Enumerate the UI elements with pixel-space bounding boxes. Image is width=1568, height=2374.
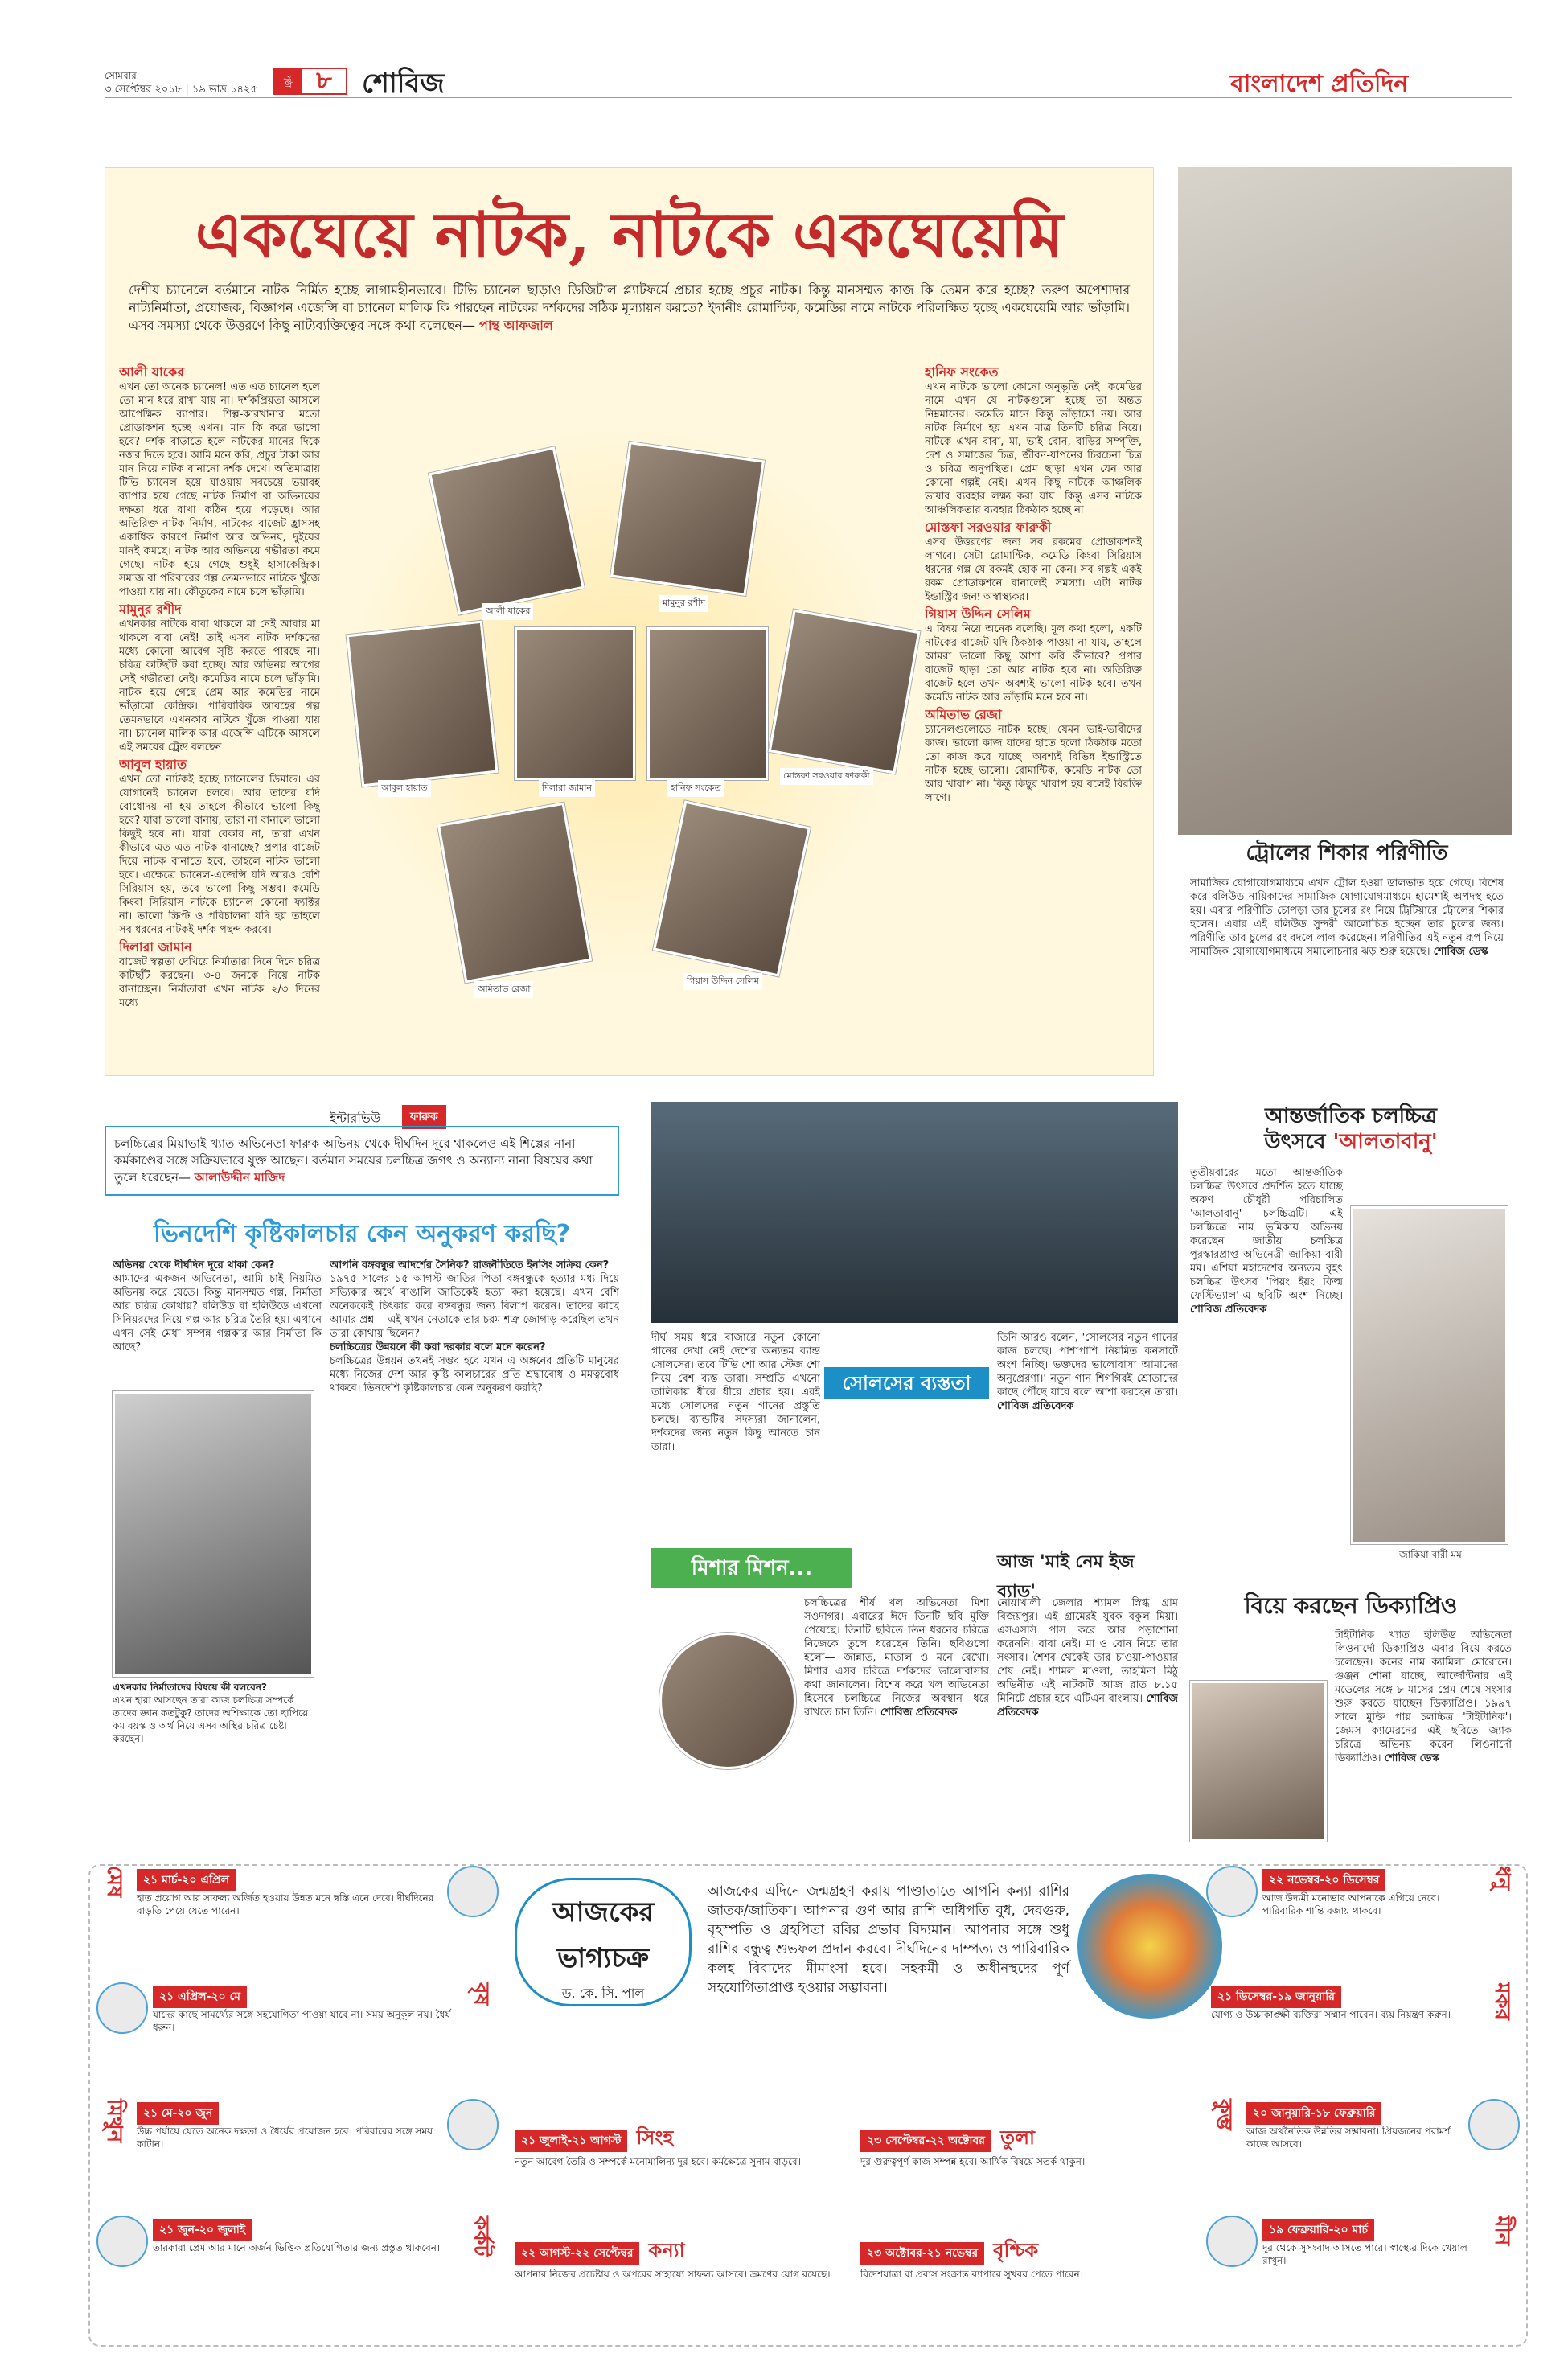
zodiac-sign (1206, 1866, 1520, 1982)
mynameis-title: আজ 'মাই নেম ইজ ব্যাড' (997, 1552, 1135, 1602)
interview-col-2 (330, 1259, 619, 1749)
author-text: এখনকার নাটকে বাবা থাকলে মা নেই আবার মা থাকলে বাবা নেই! তাই এসব নাটক দর্শকদের মধ্যে কোনো আবেগ সৃষ্টি করতে পারছে না। চরিত্র কাটছাঁট করা হচ্ছে। আর অভিনয় আগের সেই গভীরতা নেই। কমেডির নামে চলে ভাঁড়ামি। নাটক হয়ে গেছে প্রেম আর কমেডির নামে ভাঁড়ামো কেন্দ্রিক। পারিবারিক আবহের গল্প তেমনভাবে এখনকার নাটকে খুঁজে পাওয়া যায় না। চ্যানেল মালিক আর এজেন্সি এটিকে আসলে এই সময়ের ট্রেন্ড বলছেন। (119, 618, 320, 754)
festival-text: তৃতীয়বারের মতো আন্তর্জাতিক চলচ্চিত্র উৎসবে প্রদর্শিত হতে যাচ্ছে অরুণ চৌধুরী পরিচালিত 'আলতাবানু' চলচ্চিত্রটি। এই চলচ্চিত্রে নাম ভূমিকায় অভিনয় করেছেন জাতীয় চলচ্চিত্র পুরস্কারপ্রাপ্ত অভিনেত্রী জাকিয়া বারী মম। এশিয়া মহাদেশের অন্যতম বৃহৎ চলচ্চিত্র উৎসব 'পিয়ং ইয়ং ফিল্ম ফেস্টিভ্যাল'-এ ছবিটি অংশ নিচ্ছে। (1190, 1167, 1343, 1302)
interview-byline: আলাউদ্দীন মাজিদ (194, 1170, 285, 1185)
interview-intro-text: চলচ্চিত্রের মিয়াভাই খ্যাত অভিনেতা ফারুক অভিনয় থেকে দীর্ঘদিন দূরে থাকলেও এই শিল্পের নানা কর্মকাণ্ডের সঙ্গে সক্রিয়ভাবে যুক্ত আছেন। বর্তমান সময়ের চলচ্চিত্র জগৎ ও অন্যান্য নানা বিষয়ের কথা তুলে ধরেছেন— (114, 1136, 593, 1185)
parineeti-photo (1178, 167, 1512, 835)
author-name: দিলারা জামান (119, 939, 192, 955)
troll-body (1190, 877, 1504, 1062)
masthead-date: ৩ সেপ্টেম্বর ২০১৮ | ১৯ ভাদ্র ১৪২৫ (105, 84, 257, 96)
author-text: এখন তো নাটকই হচ্ছে চ্যানেলের ডিমান্ড। এর যোগানেই চ্যানেল চলবে। আর তাদের যদি বোধোদয় না হয় তাহলে কীভাবে ভালো কিছু হবে? যারা ভালো বানায়, তারা না বানালে ভালো কিছুই হবে না। যারা বেকার না, তারা এখন কীভাবে এত এত নাটক বানাচ্ছে? প্রপার বাজেট দিয়ে নাটক বানাতে হবে, তাহলে নাটক ভালো হবে। এক্ষেত্রে চ্যানেল-এজেন্সি যদি আরও বেশি সিরিয়াস হয়, তবে ভালো কিছু সম্ভব। কমেডি কিংবা সিরিয়াস নাটকে চ্যানেল কোনো ফ্যাক্টর না। ভালো স্ক্রিপ্ট ও পরিচালনা যদি হয় তাহলে সব ধরনের নাটকই দর্শক পছন্দ করবে। (119, 774, 320, 936)
mynameis-body (997, 1596, 1178, 1773)
zodiac-sign (860, 2123, 1198, 2168)
interview-col-1 (113, 1259, 322, 1383)
horoscope-astrologer: ড. কে. সি. পাল (561, 1986, 645, 2001)
zodiac-name: বৃশ্চিক (993, 2239, 1039, 2261)
photo-mostofa-sarwar-farooki (769, 609, 921, 774)
interview-q1: অভিনয় থেকে দীর্ঘদিন দূরে থাকা কেন? (113, 1259, 275, 1271)
author-name: আলী যাকের (119, 364, 185, 380)
photo-caption: গিয়াস উদ্দিন সেলিম (683, 973, 762, 990)
aquarius-icon (1468, 2099, 1520, 2150)
dicaprio-text: টাইটানিক খ্যাত হলিউড অভিনেতা লিওনার্দো ডিক্যাপ্রিও এবার বিয়ে করতে চলেছেন। কনের নাম ক্যামিলা মোরোনে। গুঞ্জন শোনা যাচ্ছে, আর্জেন্টিনার এই মডেলের সঙ্গে ৮ মাসের প্রেম শেষে সংসার শুরু করতে যাচ্ছেন ডিক্যাপ্রিও। ১৯৯৭ সালে মুক্তি পায় চলচ্চিত্র 'টাইটানিক'। জেমস ক্যামেরনের এই ছবিতে জ্যাক চরিত্রে অভিনয় করেন লিওনার্দো ডিক্যাপ্রিও। (1335, 1629, 1512, 1764)
lead-headline: একঘেয়ে নাটক, নাটকে একঘেয়েমি (195, 199, 1064, 272)
souls-credit: শোবিজ প্রতিবেদক (997, 1400, 1074, 1412)
misha-body (804, 1596, 989, 1773)
zodiac-name: কন্যা (648, 2239, 685, 2261)
souls-text-2: তিনি আরও বলেন, 'সোলসের নতুন গানের কাজ চলছে। পাশাপাশি নিয়মিত কনসার্টে অংশ নিচ্ছি। ভক্তদের ভালোবাসা আমাদের অনুপ্রেরণা।' নতুন গান শিগগিরই শ্রোতাদের কাছে পৌঁছে যাবে বলে আশা করছেন তারা। (997, 1332, 1178, 1399)
zodiac-text: নতুন আবেগ তৈরি ও সম্পর্কে মনোমালিন্য দূর হবে। কর্মক্ষেত্রে সুনাম বাড়বে। (515, 2156, 801, 2167)
masthead-day: সোমবার (105, 70, 137, 81)
horoscope-left-column (96, 1866, 499, 2332)
zodiac-range: ২১ এপ্রিল-২০ মে (153, 1986, 247, 2008)
troll-title: ট্রোলের শিকার পরিণীতি (1246, 841, 1448, 865)
interview-a3: চলচ্চিত্রের উন্নয়ন তখনই সম্ভব হবে যখন এ অঙ্গনের প্রতিটি মানুষের মধ্যে নিজের দেশ আর কৃষ্টি কালচারের প্রতি শ্রদ্ধাবোধ ও মমত্ববোধ থাকবে। ভিনদেশি কৃষ্টিকালচার কেন অনুকরণ করছি? (330, 1355, 619, 1394)
horoscope-title-block (515, 1878, 692, 2006)
interview-a1: আমাদের একজন অভিনেতা, আমি চাই নিয়মিত অভিনয় করে যেতে। কিন্তু মানসম্মত গল্প, নির্মাতা আর চরিত্র কোথায়? বলিউড বা হলিউডে এখনো সিনিয়রদের নিয়ে গল্প আর চরিত্র তৈরি হয়। এখানে এখন সেই মেধা সম্পন্ন গল্পকার আর নির্মাতা কি আছে? (113, 1273, 322, 1353)
horoscope-right-column (1206, 1866, 1520, 2332)
zodiac-range: ২৩ সেপ্টেম্বর-২২ অক্টোবর (860, 2130, 991, 2152)
souls-title: সোলসের ব্যস্ততা (824, 1367, 989, 1399)
mynameis-credit: শোবিজ প্রতিবেদক (997, 1693, 1178, 1719)
sagittarius-icon (1206, 1866, 1258, 1917)
interview-caption-q: এখনকার নির্মাতাদের বিষয়ে কী বলবেন? (113, 1682, 268, 1693)
zodiac-name: কর্কট (469, 2216, 493, 2257)
photo-abul-hayat (347, 621, 499, 787)
horoscope-title-2: ভাগ্যচক্র (556, 1942, 650, 1974)
zodiac-sign (515, 2236, 852, 2281)
zodiac-sign (96, 2216, 499, 2332)
photo-amitabh-reza (437, 803, 592, 984)
pisces-icon (1206, 2216, 1258, 2267)
zodiac-text: যাদের কাছে সামর্থ্যের সঙ্গে সহযোগিতা পাওয়া যাবে না। সময় অনুকূল নয়। ধৈর্য ধরুন। (153, 2009, 451, 2033)
interview-headline: ভিনদেশি কৃষ্টিকালচার কেন অনুকরণ করছি? (154, 1220, 570, 1248)
zodiac-range: ২১ ডিসেম্বর-১৯ জানুয়ারি (1211, 1986, 1341, 2008)
zodiac-text: আজ অর্থনৈতিক উন্নতির সম্ভাবনা। প্রিয়জনের পরামর্শ কাজে আসবে। (1246, 2126, 1451, 2150)
dicaprio-photo (1190, 1681, 1327, 1842)
zodiac-text: যোগ্য ও উচ্চাকাঙ্ক্ষী ব্যক্তিরা সম্মান পাবেন। ব্যয় নিয়ন্ত্রণ করুন। (1211, 2009, 1451, 2020)
lead-column-left (119, 362, 320, 1070)
lead-byline: পান্থ আফজাল (479, 318, 553, 333)
zodiac-text: উচ্চ পর্যায়ে যেতে অনেক দক্ষতা ও ধৈর্যের প্রয়োজন হবে। পরিবারের সঙ্গে সময় কাটান। (137, 2126, 433, 2150)
zodiac-sign (1206, 2099, 1520, 2216)
interview-q2: আপনি বঙ্গবন্ধুর আদর্শের সৈনিক? রাজনীতিতে ইনসিং সক্রিয় কেন? (330, 1259, 610, 1271)
zodiac-sign (1206, 1982, 1520, 2099)
zodiac-range: ২৩ অক্টোবর-২১ নভেম্বর (860, 2242, 984, 2265)
festival-title-line2: উৎসবে (1264, 1130, 1326, 1154)
zodiac-range: ২১ মে-২০ জুন (137, 2102, 219, 2125)
photo-caption: মামুনুর রশীদ (659, 595, 708, 612)
zodiac-sign (96, 1866, 499, 1982)
troll-credit: শোবিজ ডেস্ক (1433, 946, 1488, 958)
photo-caption: আবুল হায়াত (378, 780, 431, 797)
festival-body (1190, 1166, 1343, 1584)
aries-icon (447, 1866, 499, 1917)
zodiac-text: দূর থেকে সুসংবাদ আসতে পারে। স্বাস্থ্যের দিকে খেয়াল রাখুন। (1262, 2242, 1467, 2266)
zodiac-range: ২২ নভেম্বর-২০ ডিসেম্বর (1262, 1869, 1385, 1891)
photo-caption: দিলারা জামান (539, 780, 595, 797)
interview-name-label: ফারুক (402, 1105, 446, 1129)
author-name: মোস্তফা সরওয়ার ফারুকী (925, 520, 1052, 535)
zodiac-sign (860, 2236, 1198, 2281)
author-text: চ্যানেলগুলোতে নাটক হচ্ছে। যেমন ভাই-ভাবীদের কাজ। ভালো কাজ যাদের হাতে হলো ঠিকঠাক মতো তো কাজ করে যাচ্ছে। অবশ্যই বিভিন্ন ইন্ডাস্ট্রিতে নাটক হচ্ছে ভালো। রোমান্টিক, কমেডি নাটক তো আর খারাপ না। কিন্তু কিছুর খারাপ হয় বলেই বিরক্তি লাগে। (925, 724, 1142, 804)
author-name: অমিতাভ রেজা (925, 707, 1002, 722)
zodiac-range: ২০ জানুয়ারি-১৮ ফেব্রুয়ারি (1246, 2102, 1381, 2125)
interview-caption-a: এখন হারা আসছেন তারা কাজ চলচ্চিত্র সম্পর্কে তাদের জ্ঞান কতটুকু? তাদের অশিক্ষাকে তো ছাপিয়ে কম বয়স্ক ও অর্থ নিয়ে এসব অস্থির চরিত্র চেষ্টা করছেন। (113, 1694, 309, 1744)
zodiac-sign (96, 1982, 499, 2099)
dicaprio-credit: শোবিজ ডেস্ক (1384, 1752, 1439, 1764)
zodiac-name: মীন (1490, 2216, 1514, 2246)
zodiac-range: ২১ মার্চ-২০ এপ্রিল (137, 1869, 236, 1891)
author-name: গিয়াস উদ্দিন সেলিম (925, 606, 1031, 622)
interview-q3: চলচ্চিত্রের উন্নয়নে কী করা দরকার বলে মনে করেন? (330, 1341, 546, 1353)
zodiac-text: দূর গুরুত্বপূর্ণ কাজ সম্পন্ন হবে। আর্থিক বিষয়ে সতর্ক থাকুন। (860, 2156, 1086, 2167)
festival-credit: শোবিজ প্রতিবেদক (1190, 1304, 1267, 1316)
dicaprio-title: বিয়ে করছেন ডিক্যাপ্রিও (1244, 1592, 1458, 1619)
cancer-icon (96, 2216, 148, 2267)
author-text: বাজেট স্বল্পতা দেখিয়ে নির্মাতারা দিনে দিনে চরিত্র কাটছাঁট করছেন। ৩-৪ জনকে নিয়ে নাটক বানাচ্ছেন। নির্মাতারা এখন নাটক ২/৩ দিনের মধ্যে (119, 956, 320, 1009)
zodiac-wheel-icon (1077, 1874, 1222, 2019)
zodiac-sign (1206, 2216, 1520, 2332)
zodiac-name: মেষ (102, 1866, 126, 1898)
festival-highlight: 'আলতাবানু' (1332, 1130, 1438, 1154)
photo-caption: মোস্তফা সরওয়ার ফারুকী (780, 768, 873, 785)
zodiac-name: মিথুন (102, 2099, 126, 2143)
lead-column-right (925, 362, 1142, 1070)
interview-label: ইন্টারভিউ (330, 1111, 381, 1126)
festival-title-line1: আন্তর্জাতিক চলচ্চিত্র (1264, 1104, 1438, 1128)
photo-hanif-sanket (647, 627, 768, 780)
zodiac-range: ২১ জুলাই-২১ আগস্ট (515, 2130, 627, 2152)
author-text: এ বিষয় নিয়ে অনেক বলেছি। মূল কথা হলো, একটি নাটকের বাজেট যদি ঠিকঠাক পাওয়া না যায়, তাহলে আমরা ভালো কিছু আশা করি কীভাবে? প্রপার বাজেট ছাড়া তো আর নাটক হবে না। অতিরিক্ত বাজেট হলে তখন অবশ্যই ভালো নাটক হবে। তখন কমেডি নাটক আর ভাঁড়ামি মনে হবে না। (925, 623, 1142, 704)
author-text: এখন তো অনেক চ্যানেল! এত এত চ্যানেল হলে তো মান ধরে রাখা যায় না। দর্শকপ্রিয়তা আসলে আপেক্ষিক ব্যাপার। শিল্প-কারখানার মতো প্রোডাকশন হচ্ছে এখন। মান কি করে ভালো হবে? দর্শক বাড়াতে হলে নাটকের মানের দিকে নজর দিতে হবে। আমি মনে করি, প্রচুর টাকা আর মান নিয়ে নাটক বানানো দর্শক দেখে। অতিমাত্রায় টিভি চ্যানেল হয়ে যাওয়ায় সবচেয়ে ভয়াবহ ব্যাপার হয়ে গেছে নাটক নির্মাণ বা অভিনয়ের দক্ষতা ধরে রাখা কঠিন হয়ে পড়েছে। আর অতিরিক্ত নাটক নির্মাণ, নাটকের বাজেট হ্রাসসহ একাধিক কারণে নির্মাণ আর অভিনয়, দুইয়ের মানই কমছে। নাটক আর অভিনয়ে গভীরতা কমে গেছে। নাটক হয়ে গেছে শুধুই হাসাকেন্দ্রিক। সমাজ বা পরিবারের গল্প তেমনভাবে নাটকে খুঁজে পাওয়া যায় না। কৌতুকের নামে চলে ভাঁড়ামি। (119, 381, 320, 598)
page-number: ৮ (301, 68, 347, 95)
zodiac-name: সিংহ (636, 2126, 674, 2149)
misha-photo (659, 1633, 796, 1769)
zodiac-text: তারকারা প্রেম আর মানে অর্জন ভিত্তিক প্রতিযোগিতার জন্য প্রস্তুত থাকবেন। (153, 2242, 441, 2253)
horoscope-intro: আজকের এদিনে জন্মগ্রহণ করায় পাণ্ডাতাতে আপনি কন্যা রাশির জাতক/জাতিকা। আপনার গুণ আর রাশি অধিপতি বুধ, দেবগুরু, বৃহস্পতি ও গ্রহপিতা রবির প্রভাব বিদ্যমান। আপনার সঙ্গে শুধু রাশির বন্ধুত্ব শুভফল প্রদান করবে। দীর্ঘদিনের দাম্পত্য ও পারিবারিক কলহ বিবাদের মীমাংসা হবে। সহকর্মী ও অধীনস্থদের পূর্ণ সহযোগিতাপ্রাপ্ত হওয়ার সম্ভাবনা। (708, 1883, 1069, 1996)
page-label: পৃষ্ঠা (273, 68, 301, 95)
gemini-icon (447, 2099, 499, 2150)
farooque-photo (113, 1391, 314, 1677)
photo-caption: অমিতাভ রেজা (474, 981, 533, 998)
interview-caption-block (113, 1681, 314, 1745)
photo-caption: হানিফ সংকেত (667, 780, 724, 797)
zodiac-name: বৃষ (469, 1982, 493, 2006)
zodiac-name: মকর (1490, 1982, 1514, 2020)
lead-intro-text: দেশীয় চ্যানেলে বর্তমানে নাটক নির্মিত হচ্ছে লাগামহীনভাবে। টিভি চ্যানেল ছাড়াও ডিজিটাল প্ল্যাটফর্মে প্রচার হচ্ছে প্রচুর নাটক। কিন্তু মানসম্মত কাজ কি তেমন করে হচ্ছে? তরুণ অপেশাদার নাট্যনির্মাতা, প্রযোজক, বিজ্ঞাপন এজেন্সি বা চ্যানেল মালিক কি পারছেন নাটকের দর্শকদের সঠিক মূল্যায়ন করতে? ইদানীং রোমান্টিক, কমেডির নামে নাটকে পরিলক্ষিত হচ্ছে একঘেয়েমি আর ভাঁড়ামি। এসব সমস্যা থেকে উত্তরণে কিছু নাট্যব্যক্তিত্বের সঙ্গে কথা বলেছেন— (129, 282, 1130, 333)
zodiac-name: তুলা (1000, 2126, 1035, 2149)
zodiac-sign (515, 2123, 852, 2168)
interview-a2: ১৯৭৫ সালের ১৫ আগস্ট জাতির পিতা বঙ্গবন্ধুকে হত্যার মধ্য দিয়ে সভ্যিকার অর্থে বাঙালি জাতিকেই হত্যা করা হয়েছে। এখন বেশি অনেককেই চিৎকার করে বঙ্গবন্ধুর জন্য বিলাপ করেন। তাদের কাছে আমার প্রশ্ন— এই যখন নেতাকে তার চরম শত্রু জোগাড় করেছিল তখন তারা কোথায় ছিলেন? (330, 1273, 619, 1340)
lead-intro (129, 281, 1130, 335)
author-name: মামুনুর রশীদ (119, 602, 182, 617)
zodiac-name: কুম্ভ (1212, 2099, 1236, 2130)
misha-text: চলচ্চিত্রের শীর্ষ খল অভিনেতা মিশা সওদাগর। এবারের ঈদে তিনটি ছবি মুক্তি পেয়েছে। তিনটি ছবিতে তিন ধরনের চরিত্রে নিজেকে তুলে ধরেছেন তিনি। ছবিগুলো হলো— জান্নাত, মাতাল ও মনে রেখো। মিশার এসব চরিত্রে দর্শকদের ভালোবাসার কথা জানালেন। বিশেষ করে খল অভিনেতা হিসেবে চলচ্চিত্রে নিজের অবস্থান ধরে রাখতে চান তিনি। (804, 1597, 989, 1719)
horoscope-middle (515, 2123, 1198, 2340)
photo-caption: আলী যাকের (482, 603, 533, 620)
zodiac-text: হাত প্রয়োগ আর সাফল্য অর্জিত হওয়ায় উন্নত মনে স্বস্তি এনে দেবে। দীর্ঘদিনের বাড়তি পেয়ে যেতে পারেন। (137, 1892, 434, 1916)
souls-col-2 (997, 1331, 1178, 1540)
zodiac-text: আপনার নিজের প্রচেষ্টায় ও অপরের সাহায্যে সাফল্য আসবে। ভ্রমণের যোগ রয়েছে। (515, 2269, 831, 2280)
misha-title: মিশার মিশন... (651, 1548, 852, 1588)
author-text: এখন নাটকে ভালো কোনো অনুভূতি নেই। কমেডির নামে এখন যে নাটকগুলো হচ্ছে তা অন্তত নিম্নমানের। কমেডি মানে কিন্তু ভাঁড়ামো নয়। আর নাটক নির্মাণে হয় এখন মাত্র তিনটি চরিত্র নিয়ে। নাটকে এখন বাবা, মা, ভাই বোন, বাড়ির সম্পৃক্তি, দেশ ও সমাজের চিত্র, জীবন-যাপনের চিরচেনা চিত্র ও চরিত্র অনুপস্থিত। প্রেম ছাড়া এখন যেন আর কোনো গল্পই নেই। এখন কিছু নাটকে আঞ্চলিক ভাষার ব্যবহার লক্ষ্য করা যায়। কিন্তু এসব নাটকে আঞ্চলিকতার ব্যবহার ঠিকঠাক হচ্ছে না। (925, 381, 1142, 516)
photo-mamunur-rashid (610, 442, 765, 596)
zodiac-range: ২১ জুন-২০ জুলাই (153, 2219, 252, 2241)
souls-band-photo (651, 1102, 1178, 1323)
festival-caption: জাকিয়া বারী মম (1399, 1549, 1462, 1560)
zodiac-range: ২২ আগস্ট-২২ সেপ্টেম্বর (515, 2242, 639, 2265)
souls-col-1: দীর্ঘ সময় ধরে বাজারে নতুন কোনো গানের দেখা নেই দেশের অন্যতম ব্যান্ড সোলসের। তবে টিভি শো আর স্টেজ শো নিয়ে বেশ ব্যস্ত তারা। সম্প্রতি এখনো তালিকায় ধীরে ধীরে প্রচার হয়। এরই মধ্যে সোলসের নতুন গানের প্রস্তুতি চলছে। ব্যান্ডটির সদস্যরা জানালেন, দর্শকদের জন্য নতুন কিছু আনতে চান তারা। (651, 1332, 820, 1453)
interview-intro (105, 1126, 619, 1196)
photo-collage (330, 362, 917, 1070)
zodiac-sign (96, 2099, 499, 2216)
author-name: হানিফ সংকেত (925, 364, 999, 380)
momo-photo (1351, 1206, 1508, 1544)
zodiac-name: ধনু (1490, 1866, 1514, 1891)
author-text: এসব উত্তরণের জন্য সব রকমের প্রোডাকশনই লাগবে। সেটা রোমান্টিক, কমেডি কিংবা সিরিয়াস ধরনের গল্প যে রকমই হোক না কেন। সব গল্পই একই রকম প্রোডাকশনে বানালেই সমস্যা। এটা নাটক ইন্ডাস্ট্রির জন্য অস্বাস্থ্যকর। (925, 536, 1142, 603)
festival-title (1190, 1103, 1512, 1155)
horoscope-title-1: আজকের (552, 1896, 655, 1928)
zodiac-text: বিদেশযাত্রা বা প্রবাস সংক্রান্ত ব্যাপারে সুখবর পেতে পারেন। (860, 2269, 1083, 2280)
section-title: শোবিজ (362, 68, 445, 100)
troll-text: সামাজিক যোগাযোগমাধ্যমে এখন ট্রোল হওয়া ডালভাত হয়ে গেছে। বিশেষ করে বলিউড নায়িকাদের সামাজিক যোগাযোগমাধ্যমে হামেশাই অপদস্থ হতে হয়। এবার পরিণীতি চোপড়া তার চুলের রং নিয়ে ট্রিটিয়ারে ট্রোলের শিকার হলেন। এবার এই বলিউড সুন্দরী আলোচিত হচ্ছেন তার চুলের জন্য। পরিণীতি তার চুলের রং বদলে লাল করেছেন। পরিণীতির এই নতুন রূপ নিয়ে সামাজিক যোগাযোগমাধ্যমে সমালোচনার ঝড় শুরু হয়েছে। (1190, 877, 1504, 958)
taurus-icon (96, 1982, 148, 2034)
author-name: আবুল হায়াত (119, 757, 187, 772)
photo-dilara-zaman (515, 627, 635, 780)
newspaper-logo: বাংলাদেশ প্রতিদিন (1230, 70, 1409, 98)
mynameis-text: নোয়াখালী জেলার শ্যামল স্নিগ্ধ গ্রাম বিজয়পুর। এই গ্রামেরই যুবক বকুল মিয়া। এসএসসি পাস করে আর পড়াশোনা করেননি। বাবা নেই। মা ও বোন নিয়ে তার সংসার। শৈশব থেকেই তার চাওয়া-পাওয়ার শেষ নেই। শ্যামল মাওলা, তাহমিনা মিঠু অভিনীত এই নাটকটি আজ রাত ৮.১৫ মিনিটে প্রচার হবে এটিএন বাংলায়। (997, 1597, 1178, 1705)
zodiac-text: আজ উদ্যমী মনোভাব আপনাকে এগিয়ে নেবে। পারিবারিক শান্তি বজায় থাকবে। (1262, 1892, 1440, 1916)
zodiac-range: ১৯ ফেব্রুয়ারি-২০ মার্চ (1262, 2219, 1374, 2241)
dicaprio-body (1335, 1629, 1512, 1862)
misha-credit: শোবিজ প্রতিবেদক (880, 1707, 958, 1719)
